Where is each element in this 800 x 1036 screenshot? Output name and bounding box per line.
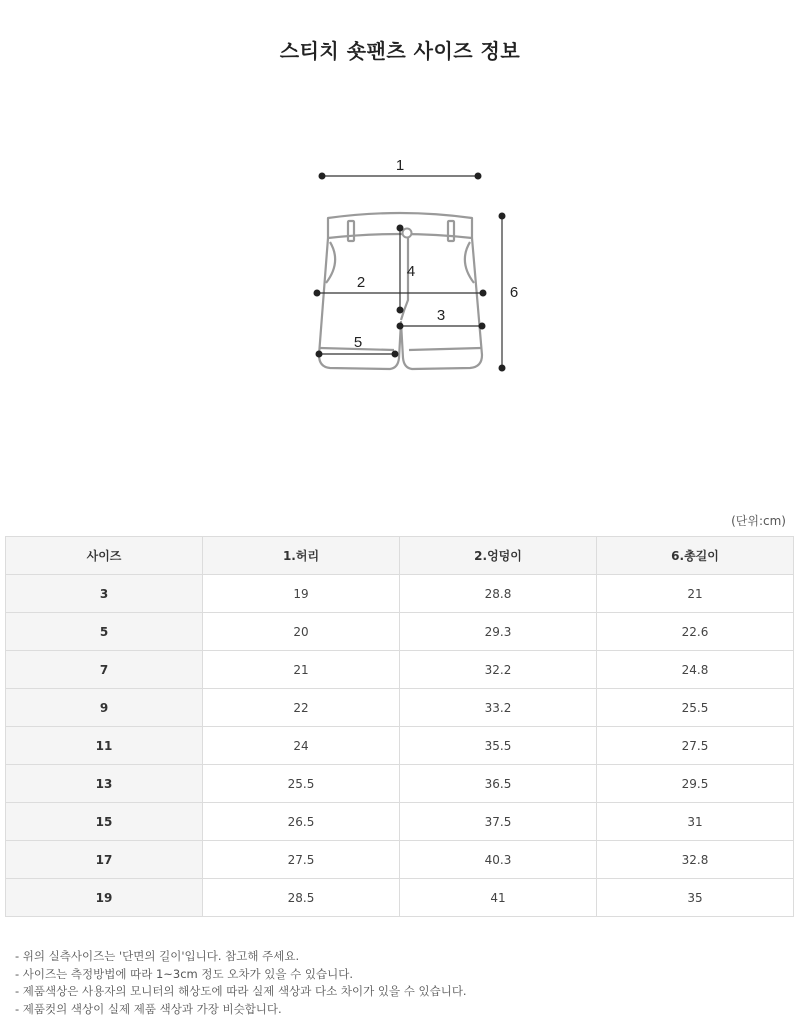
button-icon xyxy=(403,229,412,238)
measure-label-4: 4 xyxy=(406,263,416,280)
unit-label: (단위:cm) xyxy=(731,514,786,528)
waist-cell: 21 xyxy=(203,651,400,689)
total-length-cell: 24.8 xyxy=(597,651,794,689)
hip-cell: 41 xyxy=(400,879,597,917)
measure-label-6: 6 xyxy=(509,284,519,301)
waist-cell: 24 xyxy=(203,727,400,765)
total-length-cell: 32.8 xyxy=(597,841,794,879)
table-row xyxy=(6,727,794,765)
note-item: - 제품색상은 사용자의 모니터의 해상도에 따라 실제 색상과 다소 차이가 있을 수 있습니다. xyxy=(15,984,467,998)
size-cell: 13 xyxy=(6,765,203,803)
total-length-cell: 22.6 xyxy=(597,613,794,651)
size-cell: 15 xyxy=(6,803,203,841)
table-row xyxy=(6,841,794,879)
table-row xyxy=(6,613,794,651)
waist-cell: 22 xyxy=(203,689,400,727)
hip-cell: 35.5 xyxy=(400,727,597,765)
note-item: - 제품컷의 색상이 실제 제품 색상과 가장 비슷합니다. xyxy=(15,1001,282,1016)
total-length-cell: 35 xyxy=(597,879,794,917)
hip-cell: 28.8 xyxy=(400,575,597,613)
table-row xyxy=(6,803,794,841)
table-row xyxy=(6,879,794,917)
size-cell: 11 xyxy=(6,727,203,765)
waist-cell: 19 xyxy=(203,575,400,613)
table-row xyxy=(6,651,794,689)
waist-cell: 20 xyxy=(203,613,400,651)
shorts-measurement-diagram xyxy=(290,150,530,380)
hip-cell: 29.3 xyxy=(400,613,597,651)
table-row xyxy=(6,575,794,613)
note-item: - 사이즈는 측정방법에 따라 1~3cm 정도 오차가 있을 수 있습니다. xyxy=(15,966,354,981)
size-cell: 5 xyxy=(6,613,203,651)
hip-cell: 40.3 xyxy=(400,841,597,879)
size-table xyxy=(5,536,794,917)
hip-cell: 36.5 xyxy=(400,765,597,803)
notes-list xyxy=(15,948,467,1018)
total-length-cell: 27.5 xyxy=(597,727,794,765)
hip-cell: 33.2 xyxy=(400,689,597,727)
left-belt-loop xyxy=(348,221,354,241)
total-length-cell: 21 xyxy=(597,575,794,613)
measure-label-2: 2 xyxy=(356,274,366,291)
note-item: - 위의 실측사이즈는 '단면의 길이'입니다. 참고해 주세요. xyxy=(15,949,300,963)
header-size: 사이즈 xyxy=(6,537,203,575)
size-cell: 19 xyxy=(6,879,203,917)
page-title: 스티치 숏팬츠 사이즈 정보 xyxy=(279,39,521,63)
measure-label-5: 5 xyxy=(353,334,363,351)
size-cell: 9 xyxy=(6,689,203,727)
header-waist: 1.허리 xyxy=(203,537,400,575)
table-header-row xyxy=(6,537,794,575)
hip-cell: 37.5 xyxy=(400,803,597,841)
size-cell: 3 xyxy=(6,575,203,613)
measure-label-3: 3 xyxy=(436,307,446,324)
hip-cell: 32.2 xyxy=(400,651,597,689)
waist-cell: 28.5 xyxy=(203,879,400,917)
size-cell: 17 xyxy=(6,841,203,879)
total-length-cell: 29.5 xyxy=(597,765,794,803)
total-length-cell: 25.5 xyxy=(597,689,794,727)
waist-cell: 25.5 xyxy=(203,765,400,803)
header-total-length: 6.총길이 xyxy=(597,537,794,575)
table-row xyxy=(6,765,794,803)
header-hip: 2.엉덩이 xyxy=(400,537,597,575)
right-hem xyxy=(409,348,481,350)
measure-label-1: 1 xyxy=(395,157,405,174)
size-cell: 7 xyxy=(6,651,203,689)
total-length-cell: 31 xyxy=(597,803,794,841)
waist-cell: 27.5 xyxy=(203,841,400,879)
table-row xyxy=(6,689,794,727)
right-belt-loop xyxy=(448,221,454,241)
waist-cell: 26.5 xyxy=(203,803,400,841)
